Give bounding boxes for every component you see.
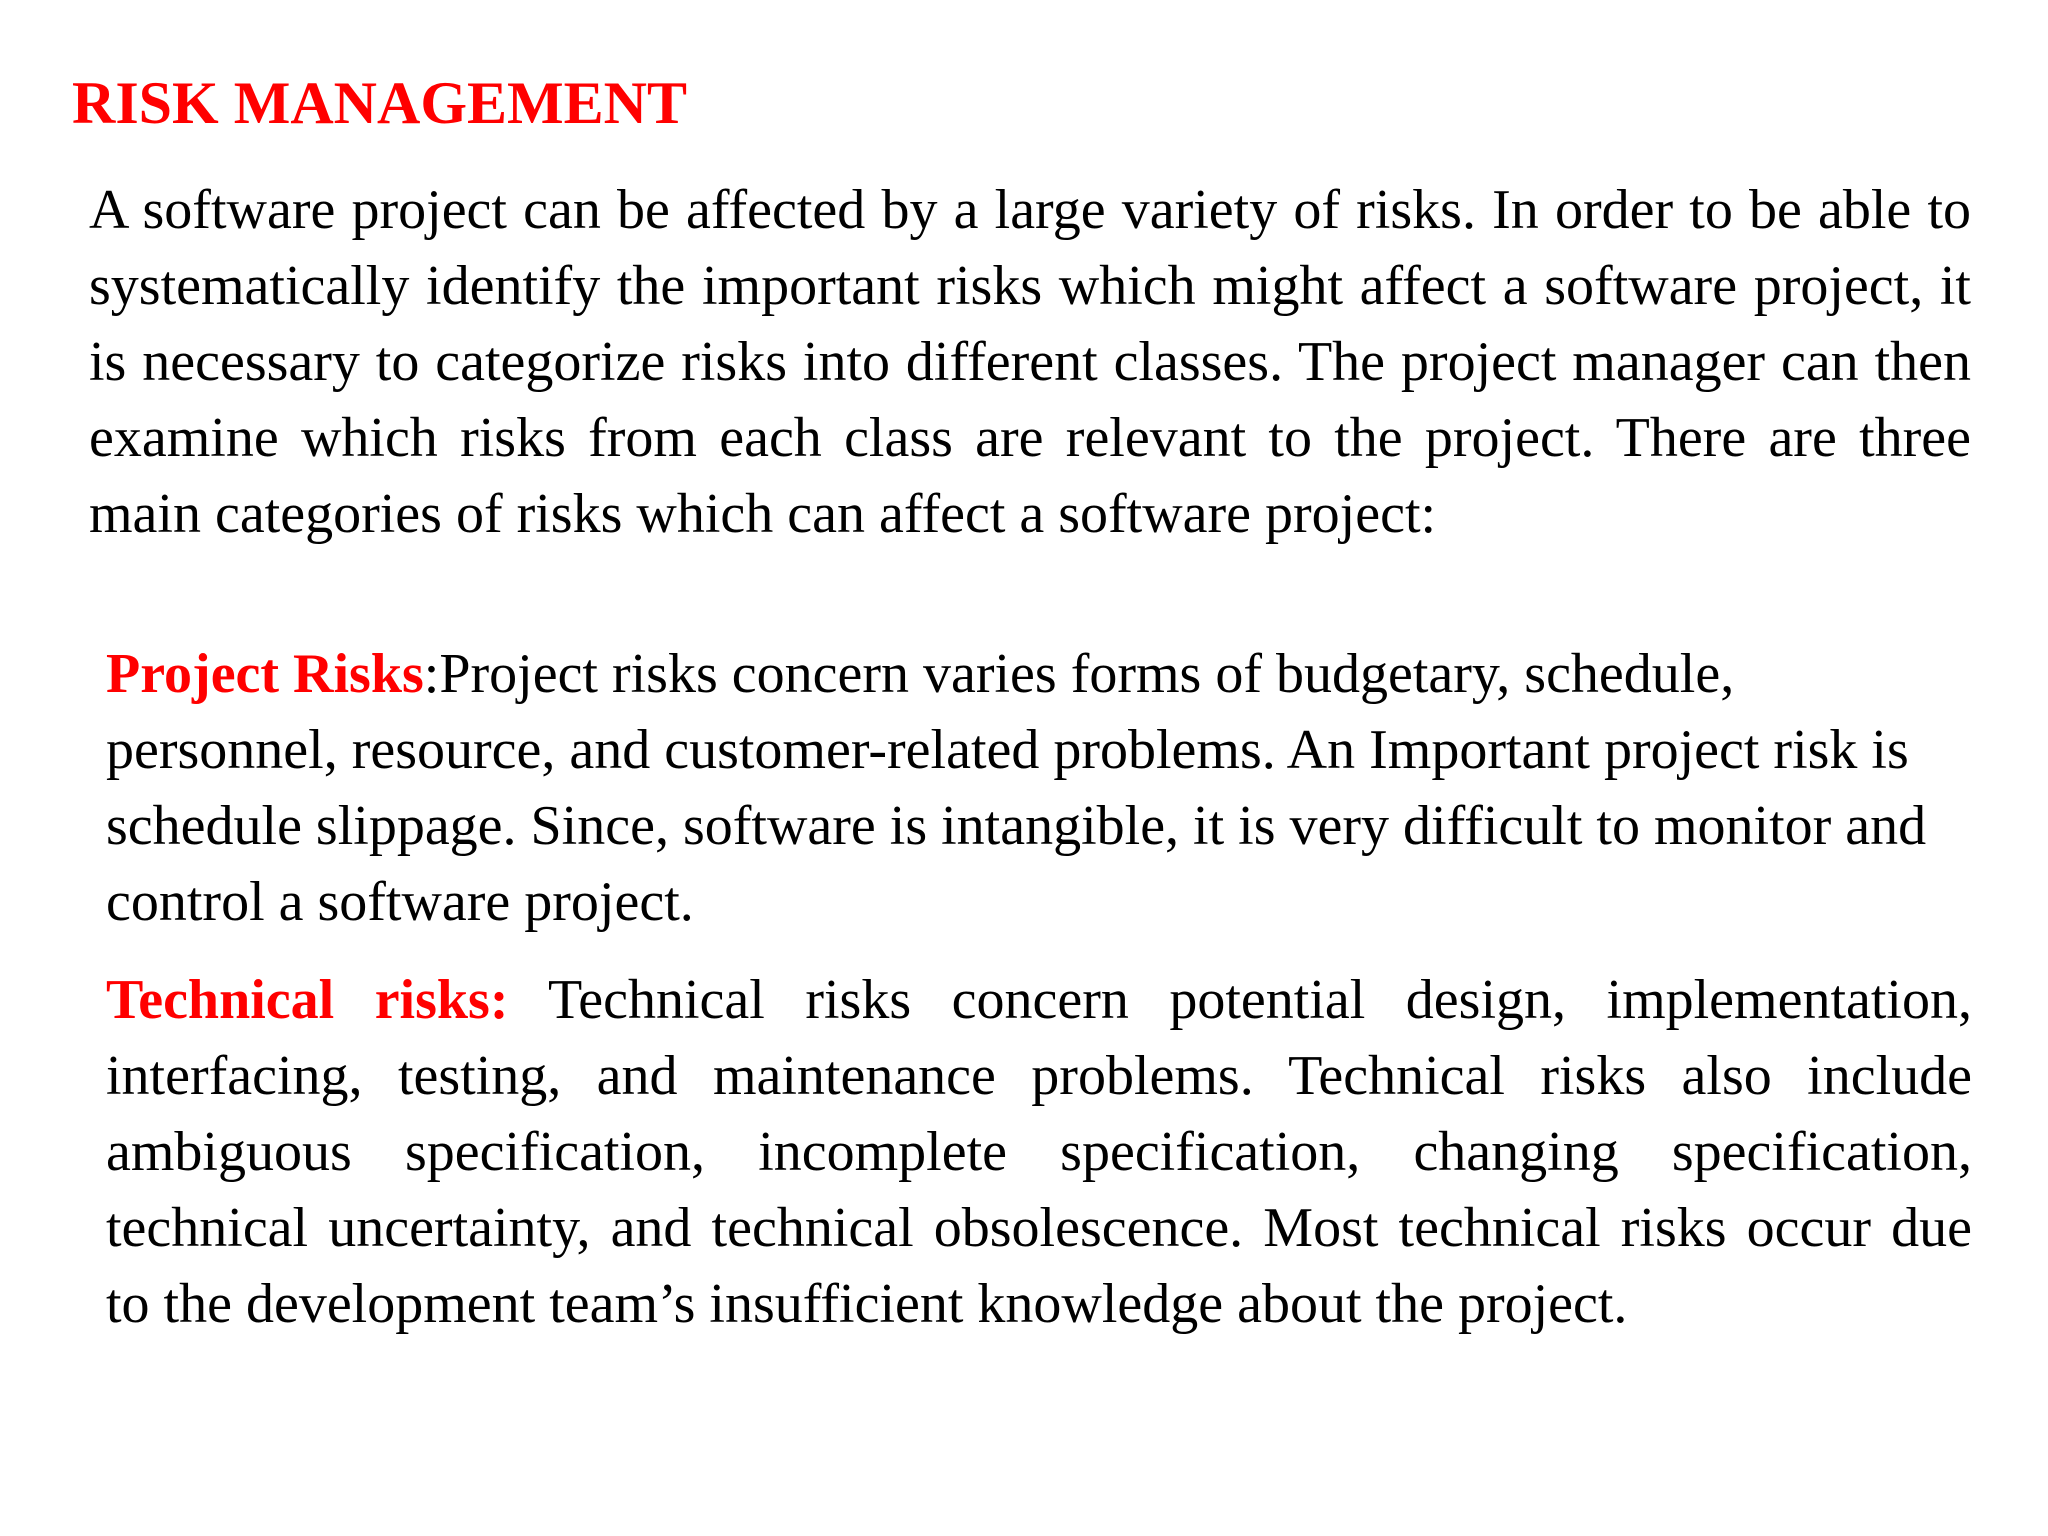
intro-paragraph: A software project can be affected by a large variety of risks. In order to be able to systematically identify the important risks which might affect a software project, it is necessary to categorize risks into different classes. The project manager can then examine which risks from each class are relevant to the project. There are three main categories of risks which can affect a software project:	[89, 179, 1971, 545]
project-risks-paragraph	[106, 636, 1972, 940]
technical-risks-paragraph	[106, 962, 1972, 1342]
project-risks-term: Project Risks	[106, 643, 424, 705]
slide-title: RISK MANAGEMENT	[72, 70, 688, 136]
project-risks-description: :Project risks concern varies forms of budgetary, schedule, personnel, resource, and customer-related problems. An Important project risk is schedule slippage. Since, software is intangible, it is very difficult to monitor and control a software project.	[106, 643, 1927, 933]
technical-risks-term: Technical risks:	[106, 969, 509, 1031]
technical-risks-description: Technical risks concern potential design, implementation, interfacing, testing, and maintenance problems. Technical risks also include ambiguous specification, incomplete specification, changing specification, technical uncertainty, and technical obsolescence. Most technical risks occur due to the development team’s insufficient knowledge about the project.	[106, 969, 1972, 1335]
